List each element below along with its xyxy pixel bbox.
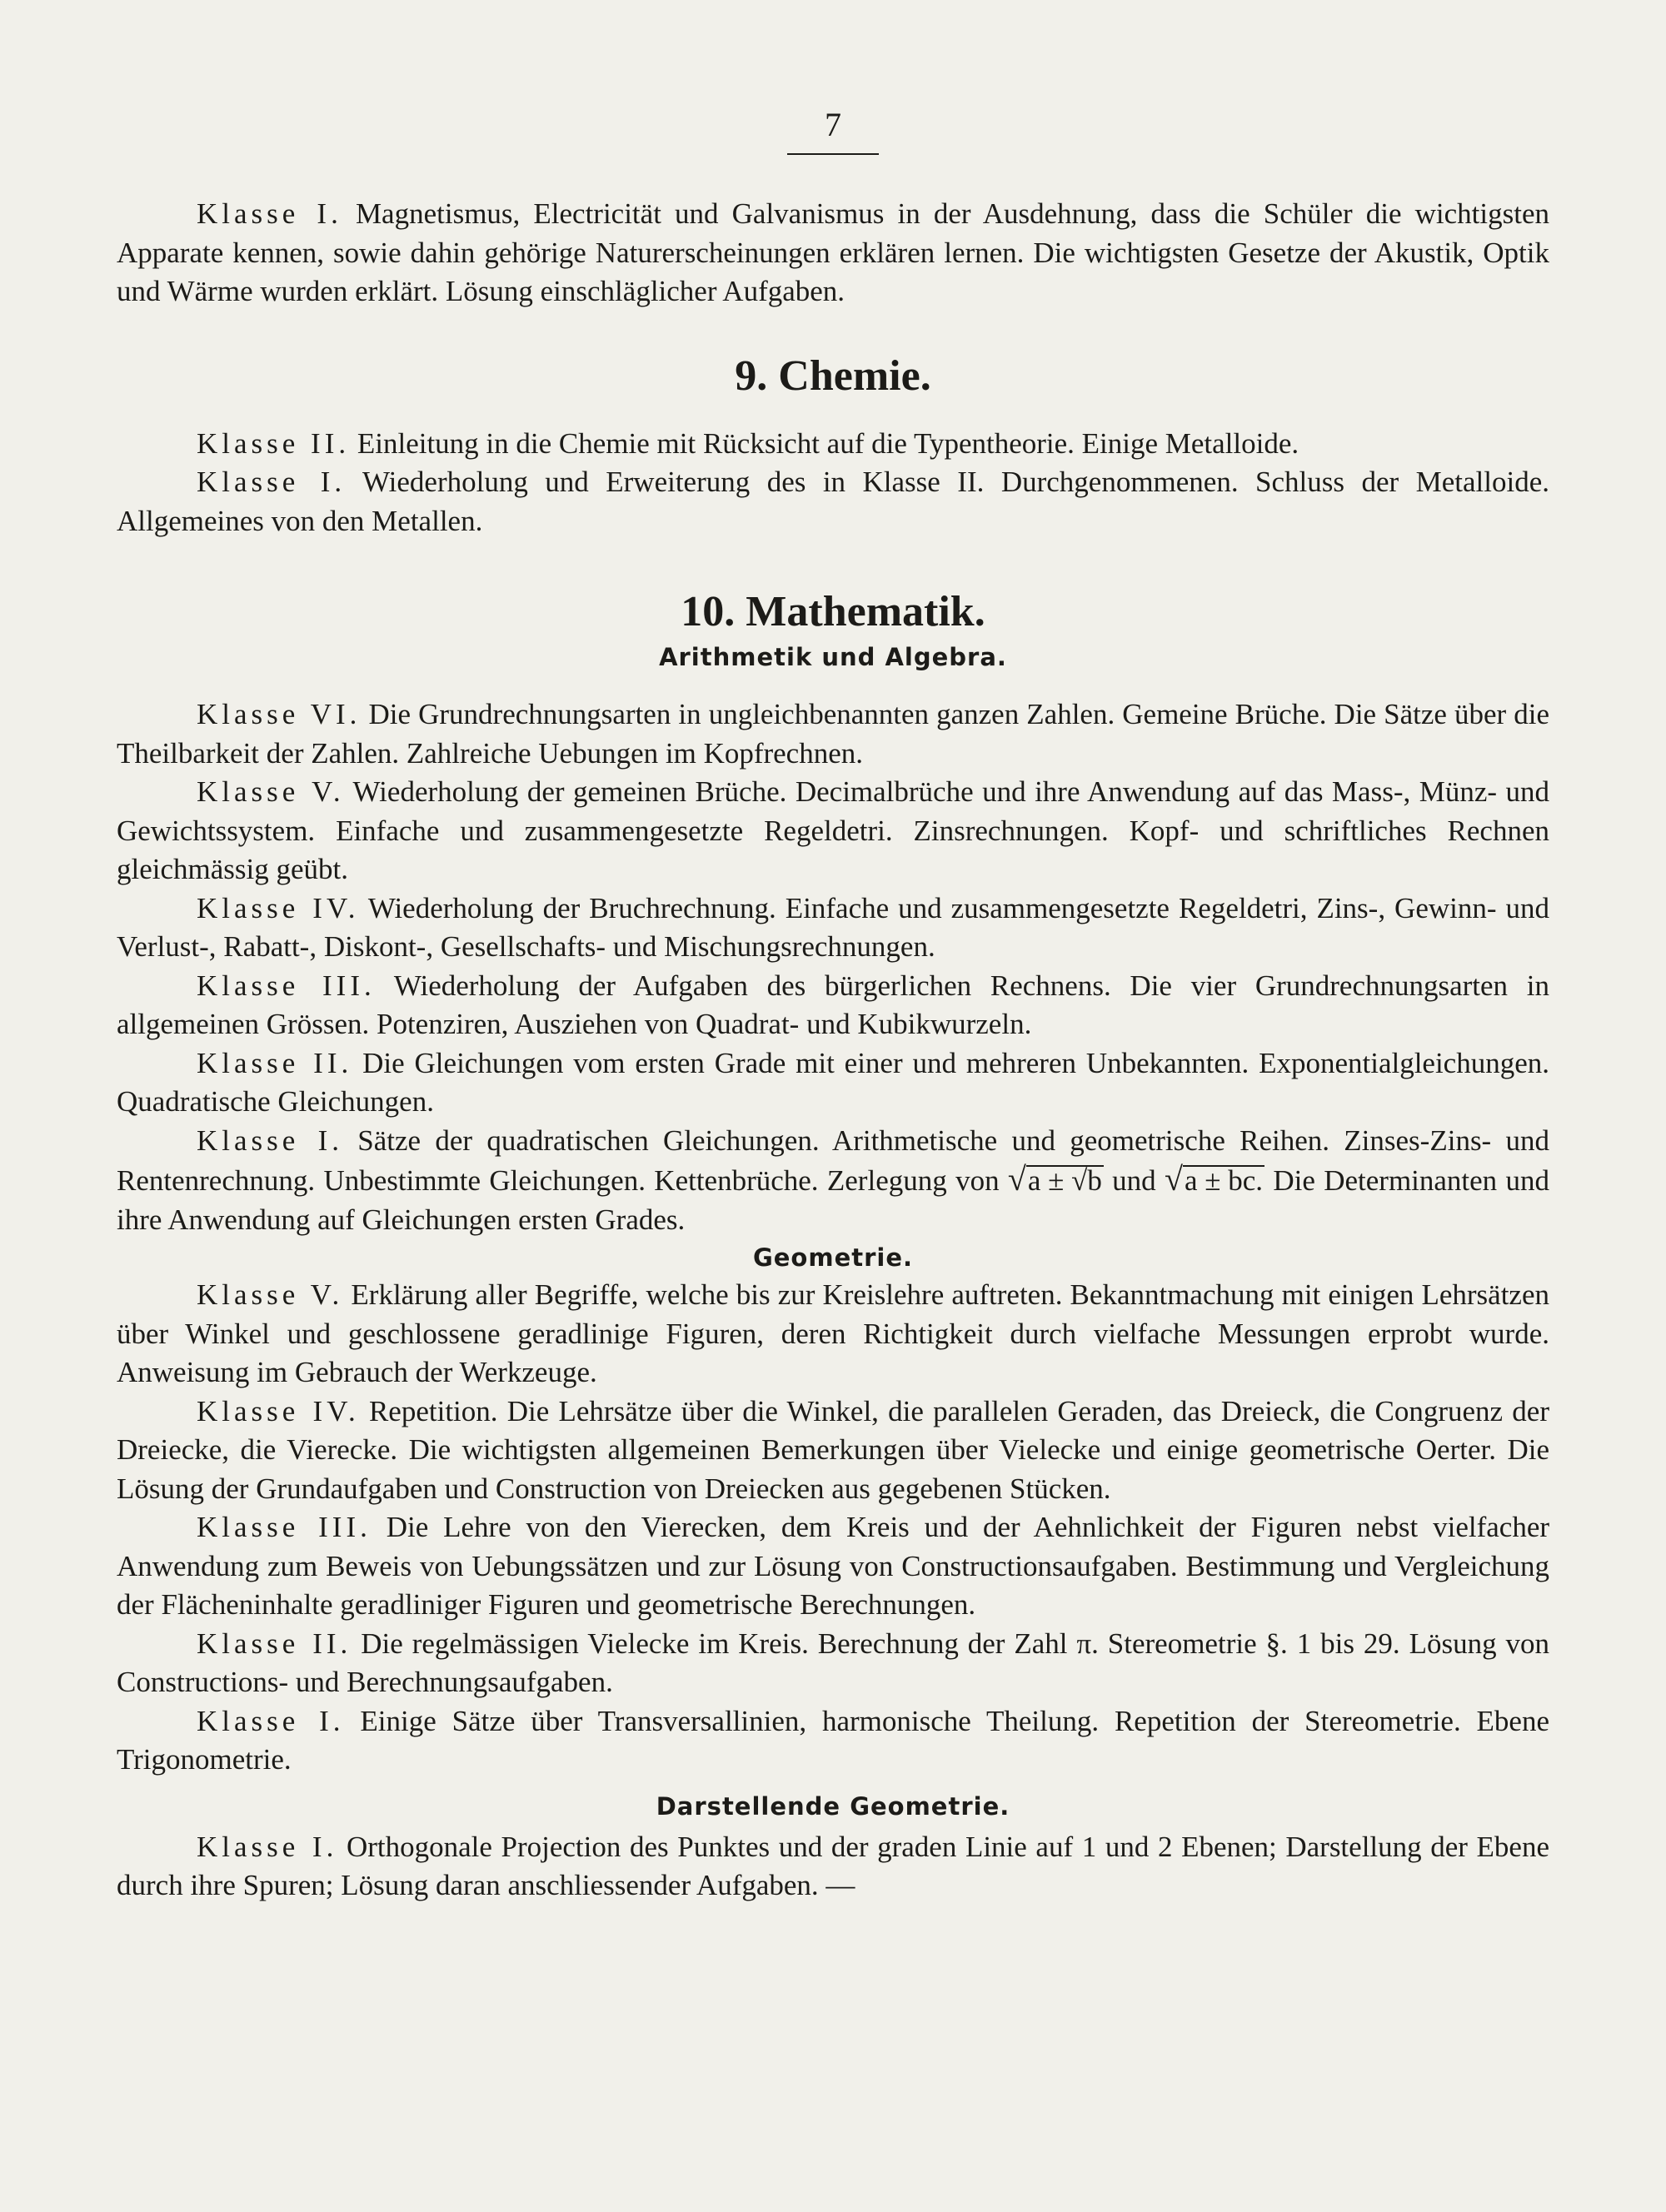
klasse-label: Klasse II. [197, 1627, 352, 1660]
geometrie-paragraph [117, 1276, 1549, 1392]
arithmetik-paragraph [117, 889, 1549, 967]
paragraph-text: Einleitung in die Chemie mit Rücksicht auf die Typentheorie. Einige Metalloide. [357, 426, 1299, 460]
arithmetik-paragraph [117, 695, 1549, 773]
square-root-sign: √ [1007, 1160, 1026, 1198]
square-root-radicand: a ± bc. [1184, 1164, 1263, 1197]
klasse-label: Klasse I. [197, 197, 342, 230]
klasse-label: Klasse III. [197, 969, 376, 1002]
page-body [117, 195, 1549, 1906]
paragraph-text: Einige Sätze über Transversallinien, harmonische Theilung. Repetition der Stereometrie. Ebene Trigonometrie. [117, 1704, 1549, 1776]
subsection-title-geometrie: Geometrie. [752, 1243, 914, 1272]
klasse-label: Klasse IV. [197, 891, 360, 924]
klasse-label: Klasse IV. [197, 1394, 360, 1427]
geometrie-paragraph [117, 1625, 1549, 1702]
paragraph-text: Wiederholung der Bruchrechnung. Einfache und zusammengesetzte Regeldetri, Zins-, Gewinn- und Verlust-, Rabatt-, Diskont-, Gesellschafts- und Mischungsrechnungen. [117, 891, 1550, 963]
paragraph-text: Sätze der quadratischen Gleichungen. Arithmetische und geometrische Reihen. Zinses-Zins- und Rentenrechnung. Unbestimmte Gleichungen. Kettenbrüche. Zerlegung von [117, 1123, 1549, 1197]
paragraph-text: Die Gleichungen vom ersten Grade mit einer und mehreren Unbekannten. Exponentialgleichungen. Quadratische Gleichungen. [117, 1046, 1550, 1118]
paragraph-text: Orthogonale Projection des Punktes und der graden Linie auf 1 und 2 Ebenen; Darstellung der Ebene durch ihre Spuren; Lösung daran anschliessender Aufgaben. — [117, 1830, 1550, 1901]
paragraph-text: Die Lehre von den Vierecken, dem Kreis und der Aehnlichkeit der Figuren nebst vielfacher Anwendung zum Beweis von Uebungssätzen und zur Lösung von Constructionsaufgaben. Bestimmung und Vergleichung der Flächeninhalte geradliniger Figuren und geometrische Berechnungen. [117, 1511, 1550, 1621]
klasse-label: Klasse III. [197, 1511, 372, 1543]
paragraph-text: Erklärung aller Begriffe, welche bis zur Kreislehre auftreten. Bekanntmachung mit einigen Lehrsätzen über Winkel und geschlossene geradlinige Figuren, deren Richtigkeit durch vielfache Messungen erprobt wurde. Anweisung im Gebrauch der Werkzeuge. [117, 1278, 1549, 1388]
paragraph-text: Wiederholung der Aufgaben des bürgerlichen Rechnens. Die vier Grundrechnungsarten in allgemeinen Grössen. Potenziren, Ausziehen von Quadrat- und Kubikwurzeln. [117, 969, 1549, 1040]
section-title-chemie: 9. Chemie. [735, 351, 931, 400]
klasse-label: Klasse I. [197, 1123, 343, 1157]
chemie-paragraph [117, 425, 1549, 464]
klasse-label: Klasse V. [197, 1278, 344, 1311]
square-root-radicand: a ± √b [1027, 1164, 1102, 1197]
paragraph-text: und [1112, 1164, 1156, 1197]
paragraph-text: Die Determinanten und ihre Anwendung auf Gleichungen ersten Grades. [117, 1164, 1550, 1236]
geometrie-paragraph [117, 1392, 1549, 1509]
arithmetik-paragraph [117, 1122, 1549, 1240]
klasse-label: Klasse II. [197, 426, 351, 460]
klasse-label: Klasse I. [197, 1830, 338, 1863]
chemie-paragraph [117, 463, 1549, 541]
subsection-title-arithmetik: Arithmetik und Algebra. [659, 643, 1007, 671]
physik-paragraph [117, 195, 1549, 311]
subsection-title-darstellende-geometrie: Darstellende Geometrie. [656, 1791, 1010, 1821]
paragraph-text: Die Grundrechnungsarten in ungleichbenannten ganzen Zahlen. Gemeine Brüche. Die Sätze über die Theilbarkeit der Zahlen. Zahlreiche Uebungen im Kopfrechnen. [117, 698, 1550, 770]
arithmetik-paragraph [117, 773, 1549, 889]
klasse-label: Klasse VI. [197, 698, 362, 730]
klasse-label: Klasse I. [197, 466, 347, 498]
klasse-label: Klasse I. [197, 1704, 345, 1737]
arithmetik-paragraph [117, 967, 1549, 1044]
paragraph-text: Die regelmässigen Vielecke im Kreis. Berechnung der Zahl π. Stereometrie §. 1 bis 29. Lösung von Constructions- und Berechnungsaufgaben. [117, 1627, 1550, 1698]
geometrie-paragraph [117, 1508, 1549, 1625]
square-root-sign: √ [1165, 1160, 1183, 1198]
darstellende-paragraph [117, 1828, 1549, 1906]
klasse-label: Klasse II. [197, 1046, 353, 1079]
geometrie-paragraph [117, 1702, 1549, 1780]
page-number-rule [787, 153, 879, 155]
paragraph-text: Magnetismus, Electricität und Galvanismus in der Ausdehnung, dass die Schüler die wichtigsten Apparate kennen, sowie dahin gehörige Naturerscheinungen erklären lernen. Die wichtigsten Gesetze der Akustik, Optik und Wärme wurden erklärt. Lösung einschläglicher Aufgaben. [117, 197, 1549, 307]
page-number: 7 [825, 106, 841, 143]
paragraph-text: Wiederholung der gemeinen Brüche. Decimalbrüche und ihre Anwendung auf das Mass-, Münz- und Gewichtssystem. Einfache und zusammengesetzte Regeldetri. Zinsrechnungen. Kopf- und schriftliches Rechnen gleichmässig geübt. [117, 775, 1550, 885]
section-title-mathematik: 10. Mathematik. [681, 588, 985, 635]
paragraph-text: Repetition. Die Lehrsätze über die Winkel, die parallelen Geraden, das Dreieck, die Congruenz der Dreiecke, die Vierecke. Die wichtigsten allgemeinen Bemerkungen über Vielecke und einige geometrische Oerter. Die Lösung der Grundaufgaben und Construction von Dreiecken aus gegebenen Stücken. [117, 1394, 1549, 1505]
klasse-label: Klasse V. [197, 775, 345, 808]
arithmetik-paragraph [117, 1044, 1549, 1122]
paragraph-text: Wiederholung und Erweiterung des in Klasse II. Durchgenommenen. Schluss der Metalloide. Allgemeines von den Metallen. [117, 466, 1550, 537]
